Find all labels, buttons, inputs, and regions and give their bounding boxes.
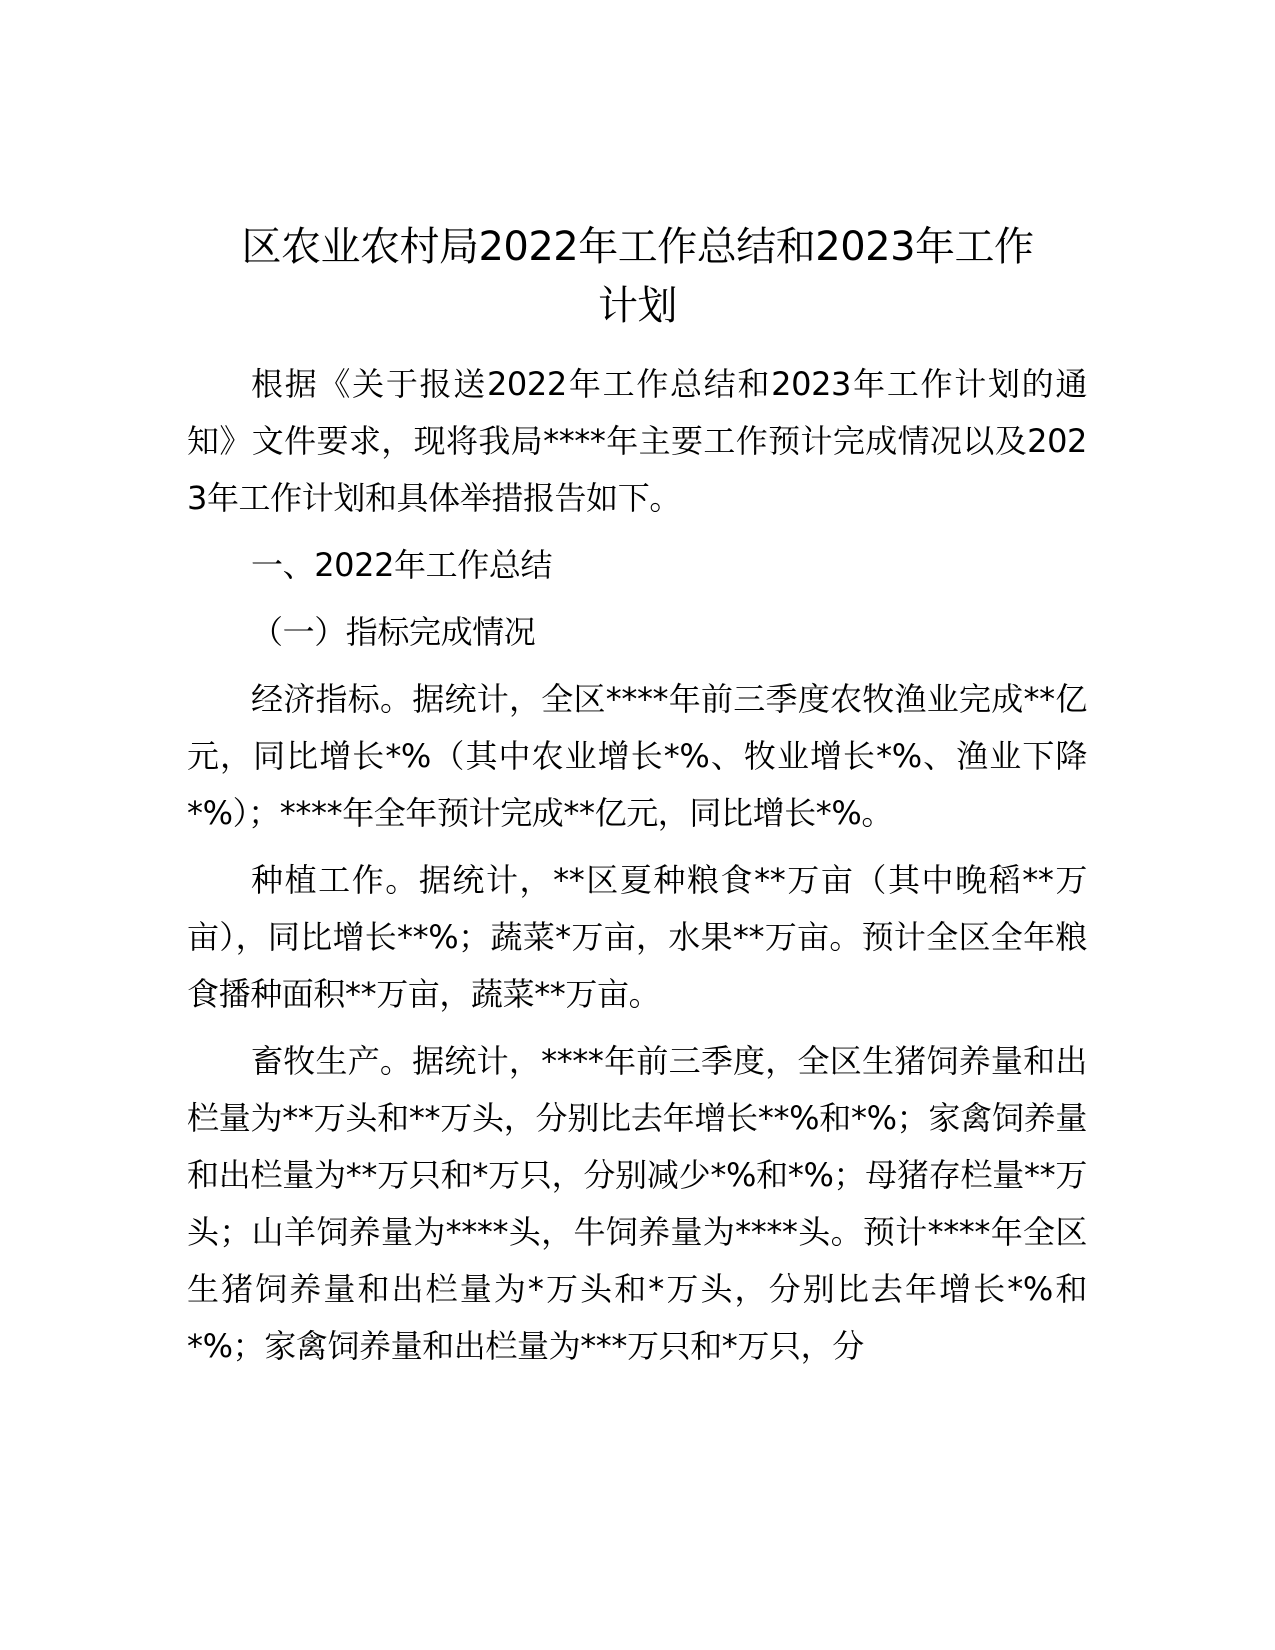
document-body bbox=[187, 356, 1087, 1375]
livestock-production-paragraph: 畜牧生产。据统计，****年前三季度，全区生猪饲养量和出栏量为**万头和**万头，分别比去年增长**%和*%；家禽饲养量和出栏量为**万只和*万只，分别减少*%和*%；母猪存栏量**万头；山羊饲养量为****头，牛饲养量为****头。预计****年全区生猪饲养量和出栏量为*万头和*万头，分别比去年增长*%和*%；家禽饲养量和出栏量为***万只和*万只，分 bbox=[187, 1042, 1087, 1365]
title-line-2: 计划 bbox=[598, 283, 677, 329]
planting-work-paragraph: 种植工作。据统计，**区夏种粮食**万亩（其中晚稻**万亩），同比增长**%；蔬菜*万亩，水果**万亩。预计全区全年粮食播种面积**万亩，蔬菜**万亩。 bbox=[187, 861, 1087, 1013]
economic-indicators-paragraph: 经济指标。据统计，全区****年前三季度农牧渔业完成**亿元，同比增长*%（其中农业增长*%、牧业增长*%、渔业下降*%）；****年全年预计完成**亿元，同比增长*%。 bbox=[187, 680, 1087, 832]
document-title bbox=[185, 218, 1090, 336]
subsection-heading-1: （一）指标完成情况 bbox=[251, 613, 536, 651]
title-line-1: 区农业农村局2022年工作总结和2023年工作 bbox=[241, 224, 1034, 270]
section-heading-1: 一、2022年工作总结 bbox=[251, 546, 553, 584]
intro-paragraph: 根据《关于报送2022年工作总结和2023年工作计划的通知》文件要求，现将我局****年主要工作预计完成情况以及2023年工作计划和具体举措报告如下。 bbox=[187, 365, 1087, 517]
